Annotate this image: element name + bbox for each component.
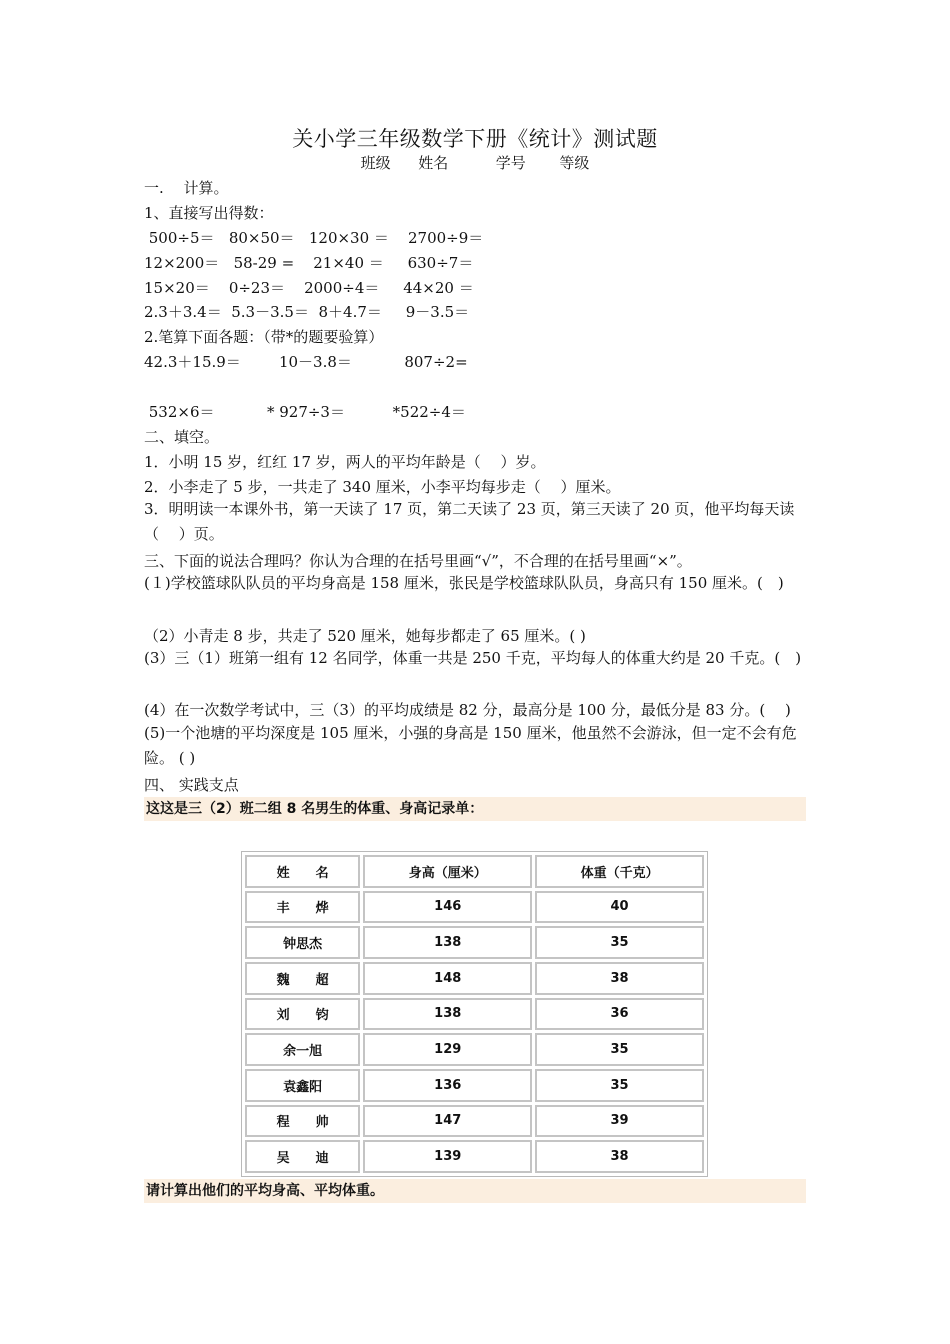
part-2-label: 2.笔算下面各题：（带*的题要验算）	[144, 328, 384, 346]
table-intro: 这这是三（2）班二组 8 名男生的体重、身高记录单：	[144, 797, 806, 821]
judgement-statement: (１)学校篮球队队员的平均身高是 158 厘米，张民是学校篮球队队员，身高只有 150 厘米。( )	[144, 574, 784, 592]
section-3-heading: 三、下面的说法合理吗？你认为合理的在括号里画“√”，不合理的在括号里画“×”。	[144, 552, 692, 570]
cell-name: 魏 超	[245, 962, 360, 995]
written-calc-row: 532×6＝ * 927÷3＝ *522÷4＝	[144, 403, 466, 421]
table-row	[245, 1033, 704, 1066]
cell-weight: 36	[535, 998, 704, 1031]
table-header-row	[245, 855, 704, 888]
cell-name: 余一旭	[245, 1033, 360, 1066]
cell-height: 146	[363, 891, 532, 924]
part-1-label: 1、直接写出得数：	[144, 204, 274, 222]
fill-question: 2．小李走了 5 步，一共走了 340 厘米，小李平均每步走（ ）厘米。	[144, 478, 621, 496]
table-row	[245, 962, 704, 995]
table-row	[245, 891, 704, 924]
cell-name: 刘 钧	[245, 998, 360, 1031]
table-row	[245, 1105, 704, 1138]
calc-row: 500÷5＝ 80×50＝ 120×30 ＝ 2700÷9＝	[144, 229, 484, 247]
judgement-statement: (5)一个池塘的平均深度是 105 厘米，小强的身高是 150 厘米，他虽然不会游泳，但一定不会有危险。 ( )	[144, 724, 797, 767]
cell-name: 钟思杰	[245, 926, 360, 959]
cell-weight: 38	[535, 1140, 704, 1173]
fill-question: 3．明明读一本课外书，第一天读了 17 页，第二天读了 23 页，第三天读了 20 页，他平均每天读（ ）页。	[144, 500, 795, 543]
page-title: 关小学三年级数学下册《统计》测试题	[292, 127, 658, 151]
judgement-statement: (3）三（1）班第一组有 12 名同学，体重一共是 250 千克，平均每人的体重大约是 20 千克。( )	[144, 649, 802, 667]
table-row	[245, 926, 704, 959]
cell-height: 147	[363, 1105, 532, 1138]
table-row	[245, 1069, 704, 1102]
header-weight: 体重（千克）	[535, 855, 704, 888]
header-height: 身高（厘米）	[363, 855, 532, 888]
cell-weight: 39	[535, 1105, 704, 1138]
cell-name: 吴 迪	[245, 1140, 360, 1173]
cell-weight: 35	[535, 1069, 704, 1102]
section-1-heading: 一. 计算。	[144, 179, 229, 197]
written-calc-row: 42.3＋15.9＝ 10－3.8＝ 807÷2=	[144, 353, 468, 371]
student-info-line	[0, 152, 950, 173]
cell-height: 138	[363, 998, 532, 1031]
fill-question: 1．小明 15 岁，红红 17 岁，两人的平均年龄是（ ）岁。	[144, 453, 546, 471]
record-table	[241, 851, 708, 1177]
section-4-heading: 四、 实践支点	[144, 776, 239, 794]
table-row	[245, 1140, 704, 1173]
calc-row: 15×20＝ 0÷23＝ 2000÷4＝ 44×20 ＝	[144, 279, 474, 297]
cell-height: 148	[363, 962, 532, 995]
cell-height: 136	[363, 1069, 532, 1102]
class-label: 班级	[360, 154, 391, 172]
cell-name: 丰 烨	[245, 891, 360, 924]
calc-row: 12×200＝ 58-29 = 21×40 ＝ 630÷7＝	[144, 254, 474, 272]
final-question: 请计算出他们的平均身高、平均体重。	[144, 1179, 806, 1203]
section-2-heading: 二、填空。	[144, 428, 220, 446]
cell-weight: 40	[535, 891, 704, 924]
judgement-statement: (4）在一次数学考试中，三（3）的平均成绩是 82 分，最高分是 100 分，最低分是 83 分。( )	[144, 701, 791, 719]
cell-height: 138	[363, 926, 532, 959]
calc-row: 2.3＋3.4＝ 5.3－3.5＝ 8＋4.7＝ 9－3.5＝	[144, 303, 470, 321]
name-label: 姓名	[418, 154, 449, 172]
cell-name: 程 帅	[245, 1105, 360, 1138]
header-name: 姓 名	[245, 855, 360, 888]
cell-height: 129	[363, 1033, 532, 1066]
table-row	[245, 998, 704, 1031]
cell-weight: 38	[535, 962, 704, 995]
grade-label: 等级	[559, 154, 590, 172]
cell-name: 袁鑫阳	[245, 1069, 360, 1102]
judgement-statement: （2）小青走 8 步，共走了 520 厘米，她每步都走了 65 厘米。( )	[144, 627, 586, 645]
cell-height: 139	[363, 1140, 532, 1173]
cell-weight: 35	[535, 1033, 704, 1066]
cell-weight: 35	[535, 926, 704, 959]
number-label: 学号	[495, 154, 526, 172]
